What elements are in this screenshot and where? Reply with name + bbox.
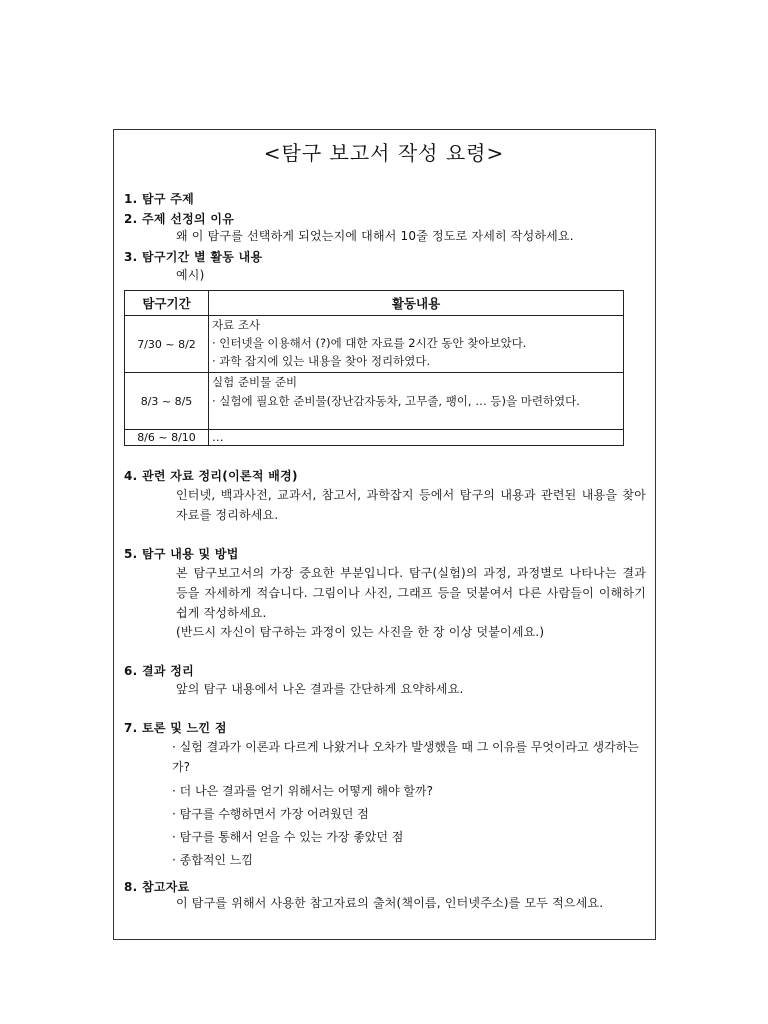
- section-7-heading: 7. 토론 및 느낀 점: [124, 721, 227, 735]
- header-period: 탐구기간: [125, 291, 209, 316]
- section-7-list: [172, 737, 646, 872]
- section-4-body: 인터넷, 백과사전, 교과서, 참고서, 과학잡지 등에서 탐구의 내용과 관련된 내용을 찾아 자료를 정리하세요.: [176, 488, 646, 522]
- content-cell: …: [209, 430, 624, 446]
- page-title: <탐구 보고서 작성 요령>: [263, 141, 505, 165]
- period-cell: 8/6 ~ 8/10: [125, 430, 209, 446]
- content-line: · 실험에 필요한 준비물(장난감자동차, 고무줄, 팽이, … 등)을 마련하였다.: [212, 394, 580, 408]
- period-cell: 7/30 ~ 8/2: [125, 316, 209, 373]
- section-1-heading: 1. 탐구 주제: [124, 192, 195, 206]
- period-cell: 8/3 ~ 8/5: [125, 373, 209, 430]
- table-row: [125, 373, 624, 430]
- section-2-body: 왜 이 탐구를 선택하게 되었는지에 대해서 10줄 정도로 자세히 작성하세요.: [176, 229, 574, 243]
- section-5-heading: 5. 탐구 내용 및 방법: [124, 547, 239, 561]
- list-item: · 종합적인 느낌: [172, 853, 253, 867]
- content-cell: [209, 316, 624, 373]
- content-line: 실험 준비물 준비: [212, 375, 298, 389]
- activity-table: [124, 290, 624, 446]
- section-4-heading: 4. 관련 자료 정리(이론적 배경): [124, 469, 298, 483]
- section-2-heading: 2. 주제 선정의 이유: [124, 212, 235, 226]
- section-5-note: (반드시 자신이 탐구하는 과정이 있는 사진을 한 장 이상 덧붙이세요.): [176, 625, 545, 639]
- section-6-body: 앞의 탐구 내용에서 나온 결과를 간단하게 요약하세요.: [176, 682, 464, 696]
- section-3-example: 예시): [176, 268, 205, 282]
- list-item: · 실험 결과가 이론과 다르게 나왔거나 오차가 발생했을 때 그 이유를 무엇이라고 생각하는가?: [172, 740, 639, 774]
- list-item: · 탐구를 수행하면서 가장 어려웠던 점: [172, 807, 369, 821]
- content-line: · 과학 잡지에 있는 내용을 찾아 정리하였다.: [212, 354, 431, 368]
- content-line: · 인터넷을 이용해서 (?)에 대한 자료를 2시간 동안 찾아보았다.: [212, 336, 527, 350]
- section-3-heading: 3. 탐구기간 별 활동 내용: [124, 250, 263, 264]
- content-cell: [209, 373, 624, 430]
- section-8-body: 이 탐구를 위해서 사용한 참고자료의 출처(책이름, 인터넷주소)를 모두 적으세요.: [176, 896, 604, 910]
- content-line: 자료 조사: [212, 318, 261, 332]
- table-header-row: [125, 291, 624, 316]
- section-8-heading: 8. 참고자료: [124, 880, 190, 894]
- list-item: · 탐구를 통해서 얻을 수 있는 가장 좋았던 점: [172, 830, 404, 844]
- table-row: [125, 430, 624, 446]
- header-content: 활동내용: [209, 291, 624, 316]
- table-row: [125, 316, 624, 373]
- section-6-heading: 6. 결과 정리: [124, 664, 195, 678]
- list-item: · 더 나은 결과를 얻기 위해서는 어떻게 해야 할까?: [172, 784, 433, 798]
- section-5-body: 본 탐구보고서의 가장 중요한 부분입니다. 탐구(실험)의 과정, 과정별로 나타나는 결과 등을 자세하게 적습니다. 그림이나 사진, 그래프 등을 덧붙여서 다른 사람들이 이해하기 쉽게 작성하세요.: [176, 566, 646, 620]
